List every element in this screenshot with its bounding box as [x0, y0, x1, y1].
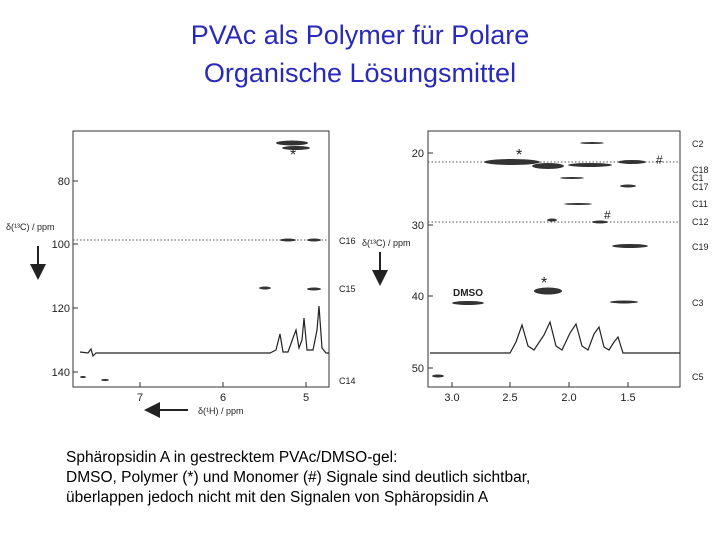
right-y-tick: 40	[411, 291, 424, 303]
left-y-tick: 120	[51, 303, 70, 315]
left-y-tick: 100	[51, 239, 70, 251]
caption	[66, 448, 686, 508]
right-peak-label: C19	[692, 242, 709, 252]
left-y-tick: 140	[51, 367, 70, 379]
right-polymer-marker: *	[541, 275, 548, 292]
right-cross-peaks	[432, 142, 648, 378]
right-1d-trace	[430, 322, 680, 353]
left-x-tick: 5	[302, 392, 310, 404]
left-y-axis-label: δ(¹³C) / ppm	[6, 222, 55, 232]
right-peak-label: C2	[692, 139, 704, 149]
right-y-axis-label: δ(¹³C) / ppm	[362, 238, 411, 248]
right-monomer-marker: #	[656, 153, 663, 167]
left-spectrum	[6, 131, 356, 416]
right-y-tick: 30	[411, 220, 424, 232]
left-peak-label: C14	[339, 376, 356, 386]
left-x-axis-label: δ(¹H) / ppm	[198, 406, 244, 416]
caption-line: DMSO, Polymer (*) und Monomer (#) Signale sind deutlich sichtbar,	[66, 469, 531, 486]
left-peak-label: C16	[339, 236, 356, 246]
right-plot-frame	[428, 131, 680, 387]
right-y-tick: 20	[411, 148, 424, 160]
left-x-tick: 7	[136, 392, 144, 404]
right-spectrum	[362, 131, 709, 404]
right-x-tick: 3.0	[444, 392, 460, 404]
left-peak-label: C15	[339, 284, 356, 294]
caption-line: Sphäropsidin A in gestrecktem PVAc/DMSO-gel:	[66, 449, 398, 466]
right-peak-label: C3	[692, 298, 704, 308]
left-cross-peaks	[80, 141, 321, 382]
right-peak-label: C12	[692, 217, 709, 227]
right-peak-label: C11	[692, 199, 708, 209]
left-x-tick: 6	[219, 392, 227, 404]
left-y-tick: 80	[57, 176, 70, 188]
right-peak-label: C17	[692, 182, 709, 192]
caption-line: überlappen jedoch nicht mit den Signalen von Sphäropsidin A	[66, 489, 489, 506]
left-polymer-marker: *	[290, 147, 297, 164]
right-x-tick: 2.5	[502, 392, 518, 404]
right-monomer-marker: #	[604, 208, 611, 222]
right-x-tick: 1.5	[620, 392, 636, 404]
left-plot-frame	[73, 131, 329, 387]
slide-title-line-2: Organische Lösungsmittel	[203, 58, 517, 88]
right-polymer-marker: *	[516, 147, 523, 164]
right-peak-label: C18	[692, 165, 709, 175]
right-peak-label: C5	[692, 372, 704, 382]
slide-title-line-1: PVAc als Polymer für Polare	[190, 20, 530, 50]
left-1d-trace	[80, 306, 329, 356]
right-x-tick: 2.0	[561, 392, 577, 404]
dmso-label: DMSO	[453, 288, 483, 299]
right-y-tick: 50	[411, 363, 424, 375]
right-peak-label: C1	[692, 173, 704, 183]
